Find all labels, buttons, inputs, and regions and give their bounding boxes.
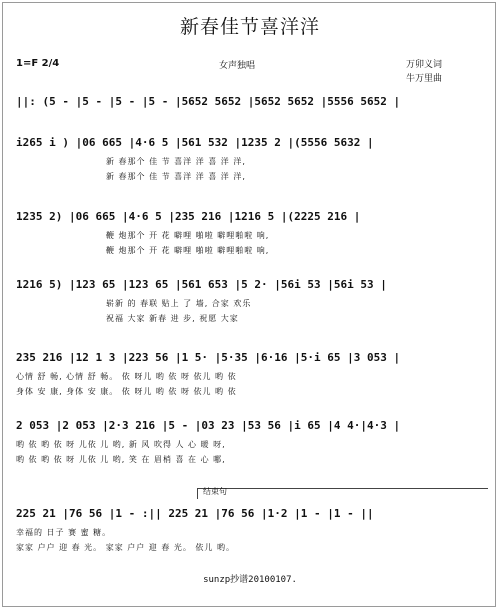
- score-line-7: 225 21 |76 56 |1 - :|| 225 21 |76 56 |1·2 |1 - |1 - ||: [16, 507, 374, 520]
- footer-credit: sunzp抄谱20100107.: [203, 575, 297, 585]
- lyrics-line-2b: 新 春那个 佳 节 喜洋 洋 喜 洋 洋,: [106, 172, 246, 181]
- ending-label: 结束句: [203, 487, 227, 496]
- song-title: 新春佳节喜洋洋: [179, 16, 320, 38]
- lyrics-line-3b: 鞭 炮那个 开 花 噼哩 啪啦 噼哩啪啦 响,: [106, 246, 270, 255]
- score-line-2: i265 i ) |06 665 |4·6 5 |561 532 |1235 2 |(5556 5632 |: [16, 136, 374, 149]
- score-line-5: 235 216 |12 1 3 |223 56 |1 5· |5·35 |6·16 |5·i 65 |3 053 |: [16, 351, 401, 364]
- lyrics-line-5b: 身体 安 康, 身体 安 康。 依 呀儿 哟 依 呀 依儿 哟 依: [16, 387, 237, 396]
- lyrics-line-5a: 心情 舒 畅, 心情 舒 畅。 依 呀儿 哟 依 呀 依儿 哟 依: [16, 372, 237, 381]
- composer: 牛万里曲: [406, 74, 443, 84]
- score-line-6: 2 053 |2 053 |2·3 216 |5 - |03 23 |53 56 |i 65 |4 4·|4·3 |: [16, 419, 401, 432]
- lyrics-line-6b: 哟 依 哟 依 呀 儿依 儿 哟, 笑 在 眉梢 喜 在 心 哪,: [16, 455, 226, 464]
- score-line-1: ||: (5 - |5 - |5 - |5 - |5652 5652 |5652 5652 |5556 5652 |: [16, 95, 401, 108]
- lyrics-line-7b: 家家 户户 迎 春 光。 家家 户户 迎 春 光。 依儿 哟。: [16, 543, 235, 552]
- performance-type: 女声独唱: [219, 61, 256, 71]
- lyrics-line-6a: 哟 依 哟 依 呀 儿依 儿 哟, 新 风 吹得 人 心 暖 呀,: [16, 440, 226, 449]
- key-signature: 1=F 2/4: [16, 58, 60, 69]
- lyricist: 万卯义词: [406, 60, 443, 70]
- ending-bracket: [197, 488, 488, 499]
- score-line-4: 1216 5) |123 65 |123 65 |561 653 |5 2· |56i 53 |56i 53 |: [16, 278, 387, 291]
- lyrics-line-2a: 新 春那个 佳 节 喜洋 洋 喜 洋 洋,: [106, 157, 246, 166]
- lyrics-line-4a: 崭新 的 春联 贴上 了 墙, 合家 欢乐: [106, 299, 252, 308]
- lyrics-line-3a: 鞭 炮那个 开 花 噼哩 啪啦 噼哩啪啦 响,: [106, 231, 270, 240]
- score-line-3: 1235 2) |06 665 |4·6 5 |235 216 |1216 5 |(2225 216 |: [16, 210, 361, 223]
- lyrics-line-7a: 幸福的 日子 赛 蜜 糖。: [16, 528, 112, 537]
- lyrics-line-4b: 祝福 大家 新春 进 步, 祝愿 大家: [106, 314, 239, 323]
